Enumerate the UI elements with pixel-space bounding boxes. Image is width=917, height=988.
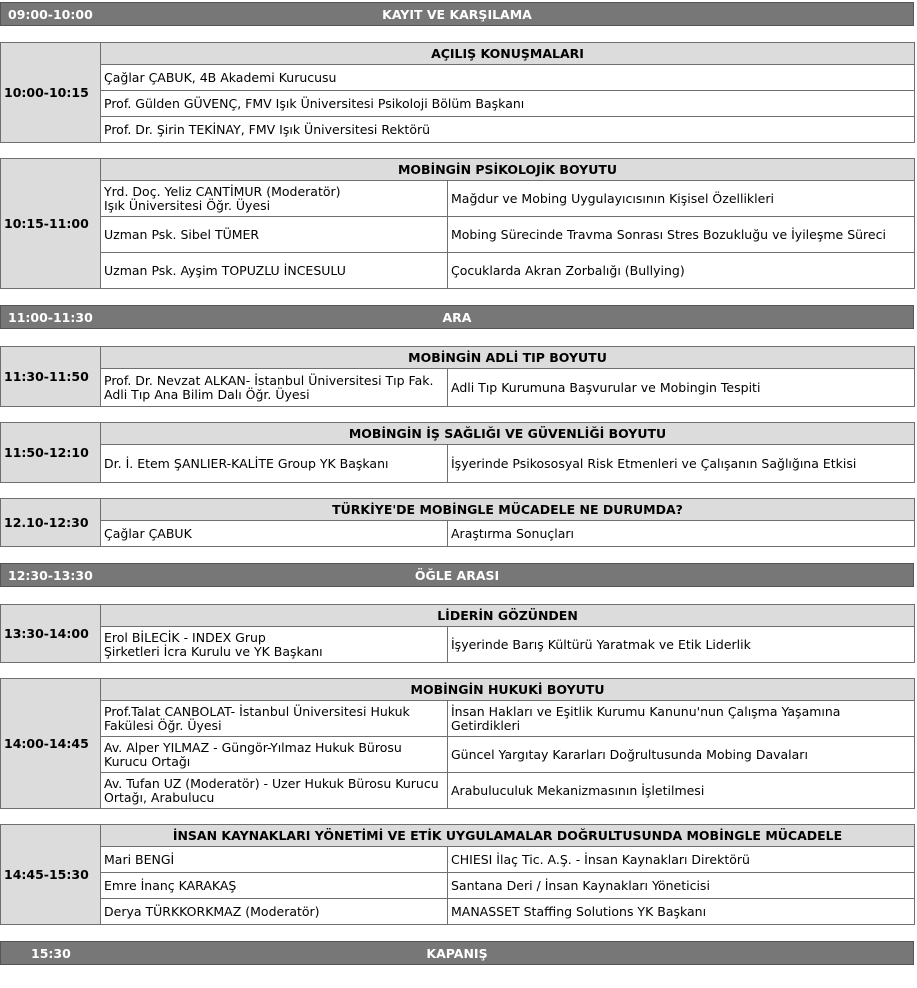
speaker-cell — [101, 899, 448, 925]
session-opening — [0, 42, 915, 143]
session-time: 11:30-11:50 — [1, 347, 101, 407]
band-title: KAYIT VE KARŞILAMA — [382, 7, 532, 22]
session-psychological — [0, 158, 915, 289]
session-time: 12.10-12:30 — [1, 499, 101, 547]
band-time: 09:00-10:00 — [8, 7, 93, 22]
band-time: 15:30 — [31, 946, 71, 961]
session-title: MOBİNGİN PSİKOLOJİK BOYUTU — [101, 159, 915, 181]
session-leader — [0, 604, 915, 663]
topic-cell: Güncel Yargıtay Kararları Doğrultusunda Mobing Davaları — [448, 737, 915, 773]
topic-cell: MANASSET Staffing Solutions YK Başkanı — [448, 899, 915, 925]
speaker-affiliation: Kurucu Ortağı — [104, 753, 191, 769]
band-title: ÖĞLE ARASI — [414, 568, 500, 583]
speaker-cell — [101, 773, 448, 809]
speaker-cell — [101, 873, 448, 899]
topic-cell: Mağdur ve Mobing Uygulayıcısının Kişisel Özellikleri — [448, 181, 915, 217]
schedule-band-closing — [0, 941, 914, 965]
band-title: KAPANIŞ — [426, 946, 488, 961]
speaker-name: Dr. İ. Etem ŞANLIER-KALİTE Group YK Başkanı — [104, 455, 389, 471]
speaker-cell — [101, 217, 448, 253]
speaker-name: Av. Tufan UZ (Moderatör) - Uzer Hukuk Bürosu Kurucu — [104, 775, 439, 791]
session-title: MOBİNGİN ADLİ TIP BOYUTU — [101, 347, 915, 369]
speaker-name: Derya TÜRKKORKMAZ (Moderatör) — [104, 903, 320, 919]
speaker-cell — [101, 253, 448, 289]
session-title: İNSAN KAYNAKLARI YÖNETİMİ VE ETİK UYGULAMALAR DOĞRULTUSUNDA MOBİNGLE MÜCADELE — [101, 825, 915, 847]
band-time: 11:00-11:30 — [8, 310, 93, 325]
speaker-name: Yrd. Doç. Yeliz CANTİMUR (Moderatör) — [104, 183, 341, 199]
session-time: 13:30-14:00 — [1, 605, 101, 663]
session-time: 10:15-11:00 — [1, 159, 101, 289]
speaker-name: Erol BİLECİK - INDEX Grup — [104, 629, 266, 645]
session-ohs — [0, 422, 915, 483]
session-time: 14:00-14:45 — [1, 679, 101, 809]
speaker-row: Çağlar ÇABUK, 4B Akademi Kurucusu — [101, 65, 915, 91]
session-title: LİDERİN GÖZÜNDEN — [101, 605, 915, 627]
speaker-cell — [101, 701, 448, 737]
speaker-name: Prof.Talat CANBOLAT- İstanbul Üniversitesi Hukuk — [104, 703, 410, 719]
schedule-band-break — [0, 305, 914, 329]
session-title: MOBİNGİN HUKUKİ BOYUTU — [101, 679, 915, 701]
speaker-name: Uzman Psk. Ayşim TOPUZLU İNCESULU — [104, 262, 346, 278]
session-time: 10:00-10:15 — [1, 43, 101, 143]
topic-cell: Adli Tıp Kurumuna Başvurular ve Mobingin Tespiti — [448, 369, 915, 407]
schedule-band-registration — [0, 2, 914, 26]
band-time: 12:30-13:30 — [8, 568, 93, 583]
session-forensic — [0, 346, 915, 407]
session-title: AÇILIŞ KONUŞMALARI — [101, 43, 915, 65]
session-time: 11:50-12:10 — [1, 423, 101, 483]
speaker-name: Uzman Psk. Sibel TÜMER — [104, 226, 260, 242]
speaker-cell — [101, 627, 448, 663]
band-title: ARA — [442, 310, 472, 325]
topic-cell: Arabuluculuk Mekanizmasının İşletilmesi — [448, 773, 915, 809]
speaker-cell — [101, 847, 448, 873]
speaker-cell — [101, 445, 448, 483]
topic-cell: Santana Deri / İnsan Kaynakları Yöneticisi — [448, 873, 915, 899]
topic-cell: CHIESI İlaç Tic. A.Ş. - İnsan Kaynakları Direktörü — [448, 847, 915, 873]
speaker-name: Çağlar ÇABUK — [104, 525, 192, 541]
speaker-row: Prof. Dr. Şirin TEKİNAY, FMV Işık Üniversitesi Rektörü — [101, 117, 915, 143]
topic-cell: İşyerinde Psikososyal Risk Etmenleri ve Çalışanın Sağlığına Etkisi — [448, 445, 915, 483]
session-turkey — [0, 498, 915, 547]
speaker-affiliation: Şirketleri İcra Kurulu ve YK Başkanı — [104, 643, 323, 659]
speaker-name: Emre İnanç KARAKAŞ — [104, 877, 237, 893]
speaker-name: Av. Alper YILMAZ - Güngör-Yılmaz Hukuk Bürosu — [104, 739, 402, 755]
topic-cell: Çocuklarda Akran Zorbalığı (Bullying) — [448, 253, 915, 289]
topic-cell: Mobing Sürecinde Travma Sonrası Stres Bozukluğu ve İyileşme Süreci — [448, 217, 915, 253]
speaker-name: Mari BENGİ — [104, 851, 175, 867]
speaker-cell — [101, 181, 448, 217]
speaker-affiliation: Işık Üniversitesi Öğr. Üyesi — [104, 197, 271, 213]
topic-cell: Araştırma Sonuçları — [448, 521, 915, 547]
speaker-name: Prof. Dr. Nevzat ALKAN- İstanbul Üniversitesi Tıp Fak. — [104, 372, 434, 388]
speaker-cell — [101, 521, 448, 547]
session-title: MOBİNGİN İŞ SAĞLIĞI VE GÜVENLİĞİ BOYUTU — [101, 423, 915, 445]
speaker-cell — [101, 369, 448, 407]
session-hr — [0, 824, 915, 925]
speaker-affiliation: Ortağı, Arabulucu — [104, 789, 215, 805]
speaker-affiliation: Adli Tıp Ana Bilim Dalı Öğr. Üyesi — [104, 386, 310, 402]
speaker-cell — [101, 737, 448, 773]
speaker-affiliation: Fakülesi Öğr. Üyesi — [104, 717, 222, 733]
schedule-band-lunch — [0, 563, 914, 587]
session-title: TÜRKİYE'DE MOBİNGLE MÜCADELE NE DURUMDA? — [101, 499, 915, 521]
speaker-row: Prof. Gülden GÜVENÇ, FMV Işık Üniversitesi Psikoloji Bölüm Başkanı — [101, 91, 915, 117]
session-time: 14:45-15:30 — [1, 825, 101, 925]
topic-cell: İşyerinde Barış Kültürü Yaratmak ve Etik Liderlik — [448, 627, 915, 663]
topic-cell: İnsan Hakları ve Eşitlik Kurumu Kanunu'nun Çalışma Yaşamına Getirdikleri — [448, 701, 915, 737]
session-legal — [0, 678, 915, 809]
